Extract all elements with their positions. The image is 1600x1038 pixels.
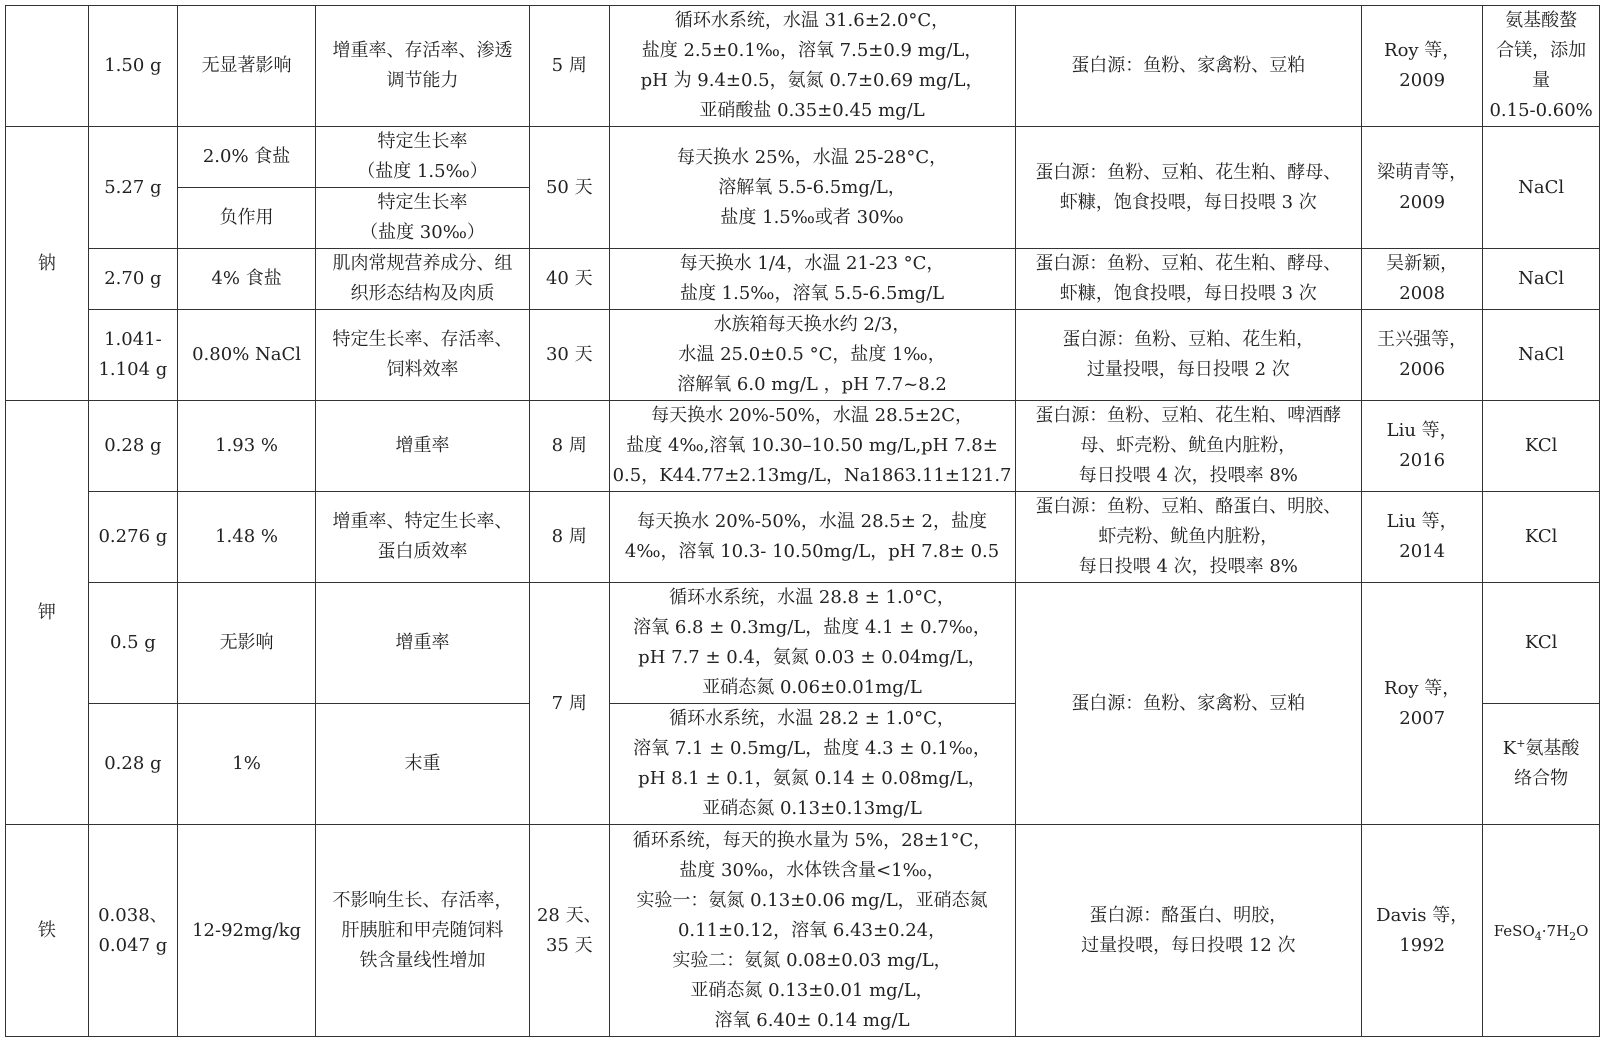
weight-cell: 0.28 g [88,704,177,825]
duration-cell: 40 天 [529,249,609,310]
conditions-cell: 每天换水 1/4，水温 21-23 °C， 盐度 1.5‰，溶氧 5.5-6.5mg/L [609,249,1015,310]
form-cell: KCl [1483,401,1600,492]
feed-cell: 蛋白源：鱼粉、豆粕、酪蛋白、明胶、 虾壳粉、鱿鱼内脏粉， 每日投喂 4 次，投喂率 8% [1015,492,1362,583]
feed-cell: 蛋白源：鱼粉、豆粕、花生粕， 过量投喂，每日投喂 2 次 [1015,310,1362,401]
feed-cell: 蛋白源：酪蛋白、明胶， 过量投喂，每日投喂 12 次 [1015,825,1362,1037]
indicator-cell: 肌肉常规营养成分、组 织形态结构及肉质 [316,249,530,310]
feed-cell: 蛋白源：鱼粉、豆粕、花生粕、酵母、 虾糠，饱食投喂，每日投喂 3 次 [1015,249,1362,310]
duration-cell: 30 天 [529,310,609,401]
weight-cell: 2.70 g [88,249,177,310]
table-row [6,583,1600,704]
dosage-cell: 4% 食盐 [178,249,316,310]
feed-cell: 蛋白源：鱼粉、家禽粉、豆粕 [1015,6,1362,127]
table-row [6,6,1600,127]
indicator-cell: 增重率 [316,401,530,492]
feed-cell: 蛋白源：鱼粉、家禽粉、豆粕 [1015,583,1362,825]
weight-cell: 0.038、 0.047 g [88,825,177,1037]
form-cell: $FeSO_4\cdot 7H_2O$ [1483,825,1600,1037]
dosage-cell: 2.0% 食盐 [178,127,316,188]
conditions-cell: 每天换水 25%，水温 25-28°C， 溶解氧 5.5-6.5mg/L， 盐度 1.5‰或者 30‰ [609,127,1015,249]
element-cell [6,6,89,127]
indicator-cell: 增重率、特定生长率、 蛋白质效率 [316,492,530,583]
reference-cell: Roy 等， 2009 [1362,6,1483,127]
duration-cell: 8 周 [529,401,609,492]
table-row [6,401,1600,492]
form-cell: KCl [1483,492,1600,583]
reference-cell: 梁萌青等， 2009 [1362,127,1483,249]
duration-cell: 7 周 [529,583,609,825]
weight-cell: 1.041-1.104 g [88,310,177,401]
dosage-cell: 12-92mg/kg [178,825,316,1037]
duration-cell: 5 周 [529,6,609,127]
conditions-cell: 循环水系统，水温 28.2 ± 1.0°C， 溶氧 7.1 ± 0.5mg/L，盐度 4.3 ± 0.1‰， pH 8.1 ± 0.1，氨氮 0.14 ± 0.08mg/L， 亚硝态氮 0.13±0.13mg/L [609,704,1015,825]
reference-cell: 吴新颖， 2008 [1362,249,1483,310]
conditions-cell: 循环系统，每天的换水量为 5%，28±1°C， 盐度 30‰，水体铁含量<1‰， 实验一：氨氮 0.13±0.06 mg/L，亚硝态氮 0.11±0.12，溶氧 6.43±0.24， 实验二：氨氮 0.08±0.03 mg/L， 亚硝态氮 0.13±0.01 mg/L， 溶氧 6.40± 0.14 mg/L [609,825,1015,1037]
dosage-cell: 1% [178,704,316,825]
duration-cell: 50 天 [529,127,609,249]
reference-cell: 王兴强等， 2006 [1362,310,1483,401]
dosage-cell: 无显著影响 [178,6,316,127]
indicator-cell: 特定生长率 （盐度 1.5‰） [316,127,530,188]
reference-cell: Davis 等， 1992 [1362,825,1483,1037]
feed-cell: 蛋白源：鱼粉、豆粕、花生粕、酵母、 虾糠，饱食投喂，每日投喂 3 次 [1015,127,1362,249]
conditions-cell: 水族箱每天换水约 2/3， 水温 25.0±0.5 °C，盐度 1‰， 溶解氧 6.0 mg/L ，pH 7.7~8.2 [609,310,1015,401]
indicator-cell: 末重 [316,704,530,825]
table-row [6,127,1600,188]
form-cell: KCl [1483,583,1600,704]
form-cell: NaCl [1483,249,1600,310]
duration-cell: 8 周 [529,492,609,583]
feed-cell: 蛋白源：鱼粉、豆粕、花生粕、啤酒酵 母、虾壳粉、鱿鱼内脏粉， 每日投喂 4 次，投喂率 8% [1015,401,1362,492]
table-row [6,492,1600,583]
table-row [6,825,1600,1037]
element-cell: 钾 [6,401,89,825]
element-cell: 铁 [6,825,89,1037]
dosage-cell: 1.48 % [178,492,316,583]
indicator-cell: 特定生长率、存活率、 饲料效率 [316,310,530,401]
conditions-cell: 每天换水 20%-50%，水温 28.5± 2，盐度 4‰，溶氧 10.3- 10.50mg/L，pH 7.8± 0.5 [609,492,1015,583]
conditions-cell: 循环水系统，水温 28.8 ± 1.0°C， 溶氧 6.8 ± 0.3mg/L，盐度 4.1 ± 0.7‰， pH 7.7 ± 0.4，氨氮 0.03 ± 0.04mg/L， 亚硝态氮 0.06±0.01mg/L [609,583,1015,704]
duration-cell: 28 天、 35 天 [529,825,609,1037]
weight-cell: 0.5 g [88,583,177,704]
indicator-cell: 特定生长率 （盐度 30‰） [316,188,530,249]
indicator-cell: 增重率 [316,583,530,704]
indicator-cell: 不影响生长、存活率， 肝胰脏和甲壳随饲料 铁含量线性增加 [316,825,530,1037]
weight-cell: 1.50 g [88,6,177,127]
dosage-cell: 1.93 % [178,401,316,492]
reference-cell: Liu 等， 2016 [1362,401,1483,492]
indicator-cell: 增重率、存活率、渗透 调节能力 [316,6,530,127]
mineral-requirements-table [5,5,1600,1037]
dosage-cell: 负作用 [178,188,316,249]
form-cell: K+氨基酸 络合物 [1483,704,1600,825]
dosage-cell: 0.80% NaCl [178,310,316,401]
conditions-cell: 循环水系统，水温 31.6±2.0°C， 盐度 2.5±0.1‰，溶氧 7.5±0.9 mg/L， pH 为 9.4±0.5，氨氮 0.7±0.69 mg/L， 亚硝酸盐 0.35±0.45 mg/L [609,6,1015,127]
element-cell: 钠 [6,127,89,401]
dosage-cell: 无影响 [178,583,316,704]
weight-cell: 0.276 g [88,492,177,583]
table-row [6,310,1600,401]
table-row [6,249,1600,310]
form-cell: NaCl [1483,127,1600,249]
conditions-cell: 每天换水 20%-50%，水温 28.5±2C， 盐度 4‰,溶氧 10.30–10.50 mg/L,pH 7.8± 0.5，K44.77±2.13mg/L，Na1863.11±121.7 [609,401,1015,492]
reference-cell: Roy 等， 2007 [1362,583,1483,825]
reference-cell: Liu 等， 2014 [1362,492,1483,583]
form-cell: 氨基酸螯 合镁，添加 量 0.15-0.60% [1483,6,1600,127]
form-cell: NaCl [1483,310,1600,401]
weight-cell: 5.27 g [88,127,177,249]
weight-cell: 0.28 g [88,401,177,492]
